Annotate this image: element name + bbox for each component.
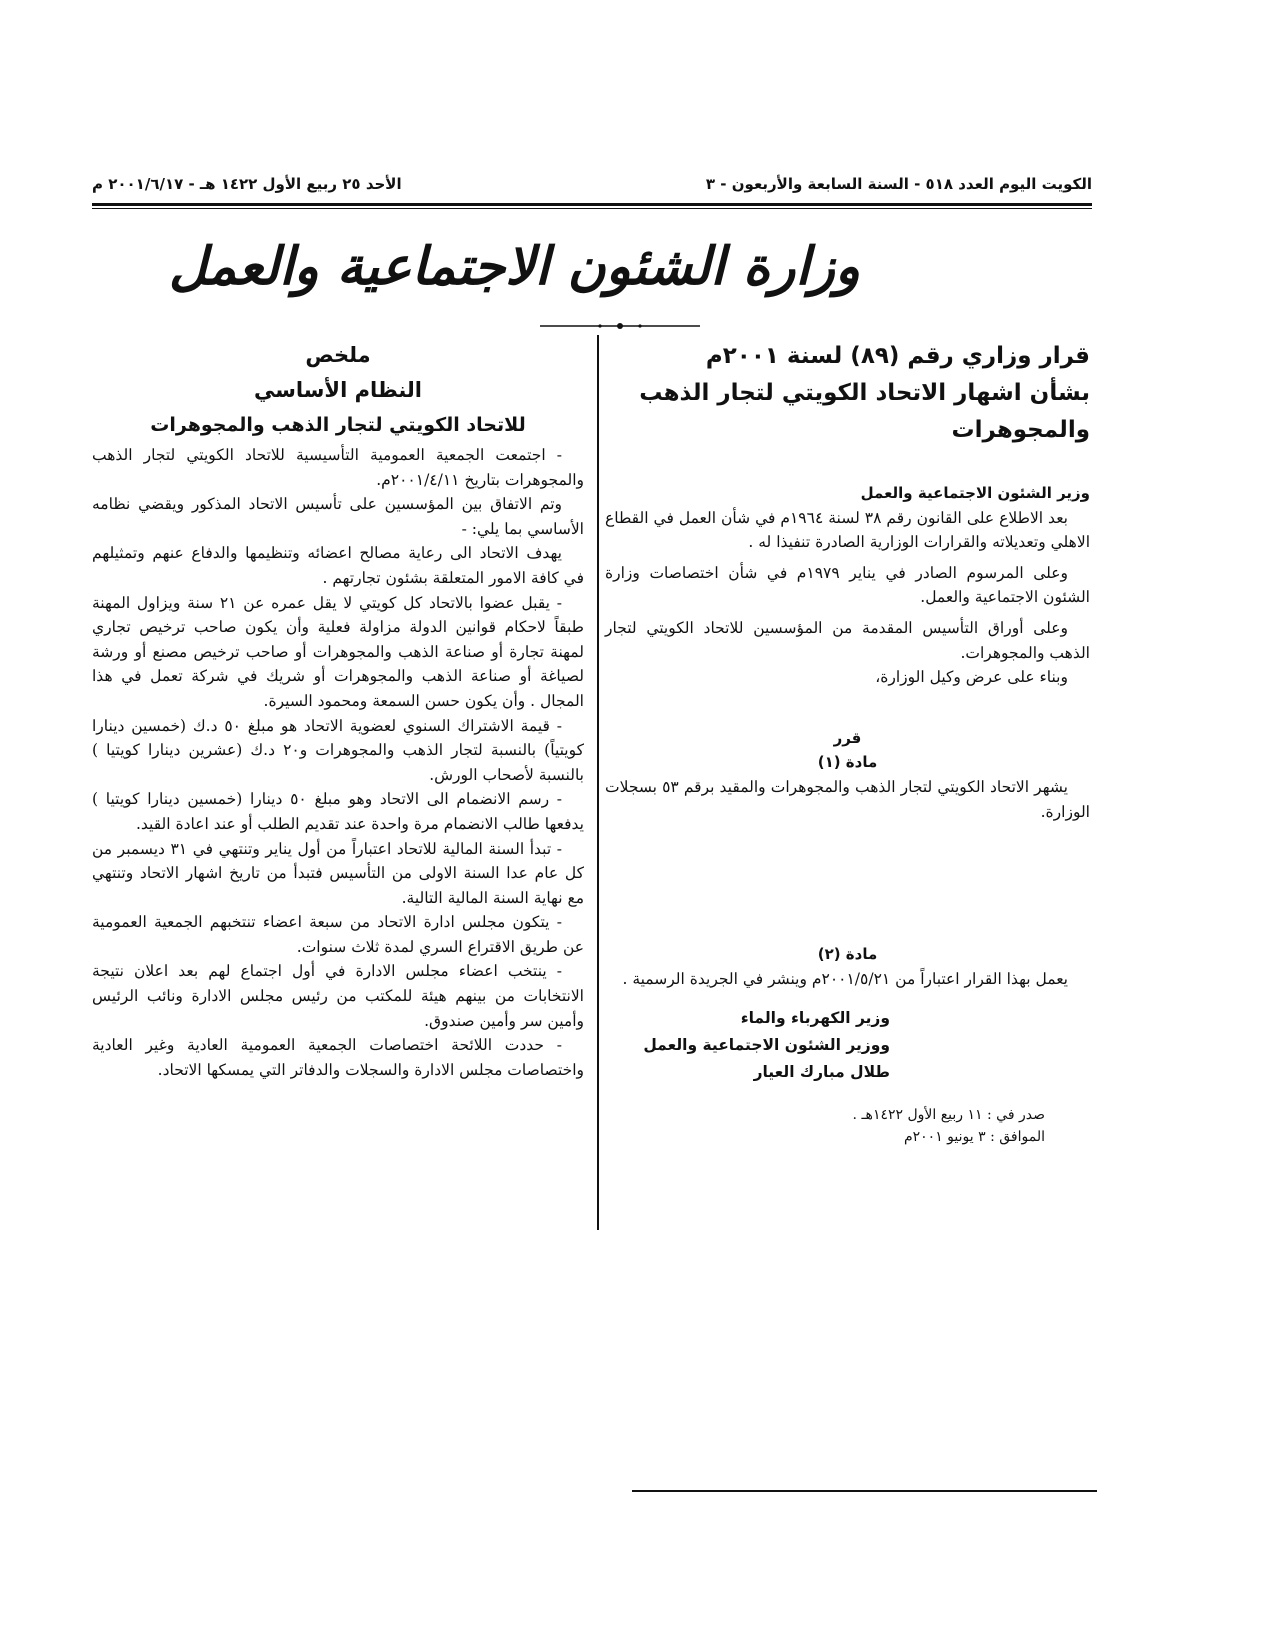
article-2-text: يعمل بهذا القرار اعتباراً من ٢٠٠١/٥/٢١م وينشر في الجريدة الرسمية . bbox=[622, 969, 1068, 988]
header-issue-info: الكويت اليوم العدد ٥١٨ - السنة السابعة والأربعون - ٣ bbox=[705, 175, 1092, 193]
footer-rule bbox=[632, 1490, 1097, 1492]
article-1-text: يشهر الاتحاد الكويتي لتجار الذهب والمجوهرات والمقيد برقم ٥٣ بسجلات الوزارة. bbox=[605, 777, 1090, 821]
page-header bbox=[92, 175, 1092, 203]
summary-heading: ملخص bbox=[305, 343, 371, 367]
summary-bylaws-heading: النظام الأساسي bbox=[254, 378, 422, 402]
summary-paragraph: يهدف الاتحاد الى رعاية مصالح اعضائه وتنظيمها والدفاع عنهم وتمثيلهم في كافة الامور المتعلقة بشئون تجارتهم . bbox=[92, 544, 584, 587]
summary-paragraph: - ينتخب اعضاء مجلس الادارة في أول اجتماع لهم بعد اعلان نتيجة الانتخابات من بينهم هيئة للمكتب من رئيس مجلس الادارة ونائب الرئيس وأمين سر وأمين صندوق. bbox=[92, 962, 584, 1030]
summary-paragraph: - قيمة الاشتراك السنوي لعضوية الاتحاد هو مبلغ ٥٠ د.ك (خمسين دينارا كويتياً) بالنسبة لتجار الذهب والمجوهرات و٢٠ د.ك (عشرين دينارا كويتيا ) بالنسبة لأصحاب الورش. bbox=[92, 716, 584, 784]
issued-date-hijri: صدر في : ١١ ربيع الأول ١٤٢٢هـ . bbox=[852, 1107, 1045, 1124]
header-rule-thin bbox=[92, 208, 1092, 209]
preamble-decree: وعلى المرسوم الصادر في يناير ١٩٧٩م في شأن اختصاصات وزارة الشئون الاجتماعية والعمل. bbox=[605, 563, 1090, 607]
summary-paragraph: - حددت اللائحة اختصاصات الجمعية العمومية العادية وغير العادية واختصاصات مجلس الادارة والسجلات والدفاتر التي يمسكها الاتحاد. bbox=[92, 1036, 584, 1079]
preamble-law: بعد الاطلاع على القانون رقم ٣٨ لسنة ١٩٦٤م في شأن العمل في القطاع الاهلي وتعديلاته والقرارات الوزارية الصادرة تنفيذا له . bbox=[605, 508, 1090, 552]
summary-union-heading: للاتحاد الكويتي لتجار الذهب والمجوهرات bbox=[150, 414, 526, 436]
header-rule bbox=[92, 203, 1092, 206]
preamble-proposal: وبناء على عرض وكيل الوزارة، bbox=[875, 668, 1068, 687]
header-date: الأحد ٢٥ ربيع الأول ١٤٢٢ هـ - ٢٠٠١/٦/١٧ م bbox=[92, 175, 402, 193]
summary-paragraph: - اجتمعت الجمعية العمومية التأسيسية للاتحاد الكويتي لتجار الذهب والمجوهرات بتاريخ ٢٠٠١/٤/١١م. bbox=[92, 446, 584, 489]
decided-heading: قرر bbox=[833, 728, 862, 747]
summary-column bbox=[92, 338, 584, 1082]
column-divider bbox=[597, 335, 599, 1230]
preamble-documents: وعلى أوراق التأسيس المقدمة من المؤسسين للاتحاد الكويتي لتجار الذهب والمجوهرات. bbox=[605, 618, 1090, 662]
signatory-name: طلال مبارك العيار bbox=[753, 1063, 890, 1082]
signatory-title-1: وزير الكهرباء والماء bbox=[740, 1009, 890, 1028]
signatory-title-2: ووزير الشئون الاجتماعية والعمل bbox=[643, 1036, 890, 1055]
ministry-calligraphy-title: وزارة الشئون الاجتماعية والعمل bbox=[168, 236, 860, 297]
issuing-minister: وزير الشئون الاجتماعية والعمل bbox=[860, 484, 1090, 502]
decision-subject: بشأن اشهار الاتحاد الكويتي لتجار الذهب bbox=[639, 380, 1090, 406]
article-2-title: مادة (٢) bbox=[817, 945, 878, 964]
decision-column bbox=[605, 338, 1090, 1148]
decision-title: قرار وزاري رقم (٨٩) لسنة ٢٠٠١م bbox=[705, 343, 1090, 369]
summary-paragraph: - يتكون مجلس ادارة الاتحاد من سبعة اعضاء تنتخبهم الجمعية العمومية عن طريق الاقتراع السري لمدة ثلاث سنوات. bbox=[92, 913, 584, 956]
issued-date-gregorian: الموافق : ٣ يونيو ٢٠٠١م bbox=[903, 1129, 1045, 1146]
summary-paragraph: وتم الاتفاق بين المؤسسين على تأسيس الاتحاد المذكور ويقضي نظامه الأساسي بما يلي: - bbox=[92, 495, 584, 538]
decision-subject-cont: والمجوهرات bbox=[951, 417, 1090, 443]
ornament-divider bbox=[540, 320, 700, 332]
summary-paragraph: - يقبل عضوا بالاتحاد كل كويتي لا يقل عمره عن ٢١ سنة ويزاول المهنة طبقاً لاحكام قوانين الدولة مزاولة فعلية وأن يكون صاحب ترخيص تجاري لمهنة تجارة أو صناعة الذهب والمجوهرات أو صاحب ترخيص مصنع أو ورشة لصياغة أو صناعة الذهب والمجوهرات أو شريك في شركة تعمل في هذا المجال . وأن يكون حسن السمعة ومحمود السيرة. bbox=[92, 593, 584, 710]
summary-paragraph: - تبدأ السنة المالية للاتحاد اعتباراً من أول يناير وتنتهي في ٣١ ديسمبر من كل عام عدا السنة الاولى من التأسيس فتبدأ من تاريخ اشهار الاتحاد وتنتهي مع نهاية السنة المالية التالية. bbox=[92, 839, 584, 907]
summary-paragraph: - رسم الانضمام الى الاتحاد وهو مبلغ ٥٠ دينارا (خمسين دينارا كويتيا ) يدفعها طالب الانضمام مرة واحدة عند تقديم الطلب أو عند اعادة القيد. bbox=[92, 790, 584, 833]
article-1-title: مادة (١) bbox=[817, 753, 878, 772]
